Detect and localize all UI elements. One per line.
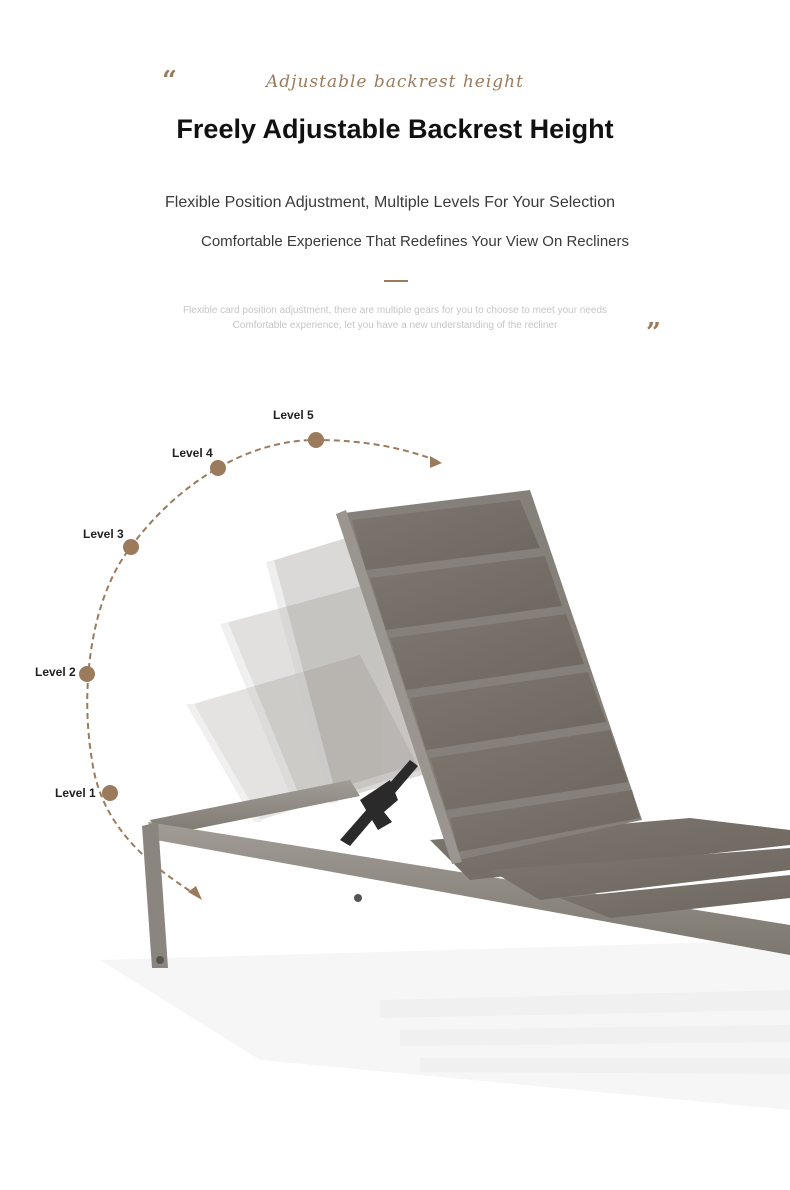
description-line-2: Comfortable experience, let you have a new understanding of the recliner bbox=[232, 320, 558, 331]
open-quote-mark: “ bbox=[162, 66, 177, 96]
level-5-label: Level 5 bbox=[273, 408, 314, 422]
subtitle-position: Flexible Position Adjustment, Multiple Levels For Your Selection bbox=[164, 194, 615, 211]
subtitle-experience: Comfortable Experience That Redefines Your View On Recliners bbox=[200, 233, 629, 250]
level-5-dot[interactable] bbox=[308, 432, 324, 448]
level-3-label: Level 3 bbox=[83, 527, 124, 541]
arc-end-arrow bbox=[430, 456, 442, 468]
level-4-label: Level 4 bbox=[172, 446, 213, 460]
level-3-dot[interactable] bbox=[123, 539, 139, 555]
close-quote-mark: ” bbox=[646, 318, 661, 348]
arc-start-arrow bbox=[188, 886, 202, 900]
level-1-label: Level 1 bbox=[55, 786, 96, 800]
page-title: Freely Adjustable Backrest Height bbox=[176, 114, 614, 144]
level-1-dot[interactable] bbox=[102, 785, 118, 801]
description-line-1: Flexible card position adjustment, there are multiple gears for you to choose to meet your needs bbox=[182, 305, 608, 316]
level-4-dot[interactable] bbox=[210, 460, 226, 476]
level-2-label: Level 2 bbox=[35, 665, 76, 679]
script-heading: Adjustable backrest height bbox=[266, 72, 524, 92]
level-2-dot[interactable] bbox=[79, 666, 95, 682]
floor-shadow bbox=[100, 940, 790, 1110]
